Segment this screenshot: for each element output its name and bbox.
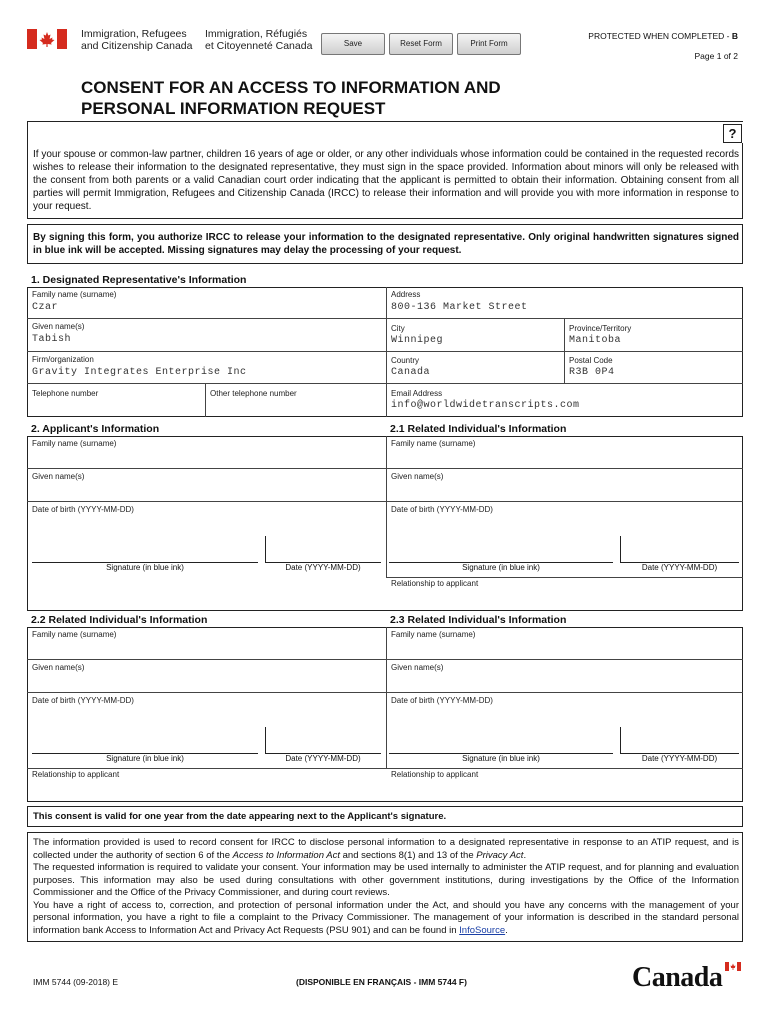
rel21-given-field[interactable] [387,469,743,502]
reset-form-button[interactable]: Reset Form [389,33,453,55]
rel22-relationship-label: Relationship to applicant [32,770,120,779]
rep-given-label: Given name(s) [32,322,85,331]
rep-address-label: Address [391,290,421,299]
rel21-family-label: Family name (surname) [391,439,476,448]
rel23-family-field[interactable] [387,627,743,660]
rel22-family-label: Family name (surname) [32,630,117,639]
applicant-given-label: Given name(s) [32,472,85,481]
applicant-family-label: Family name (surname) [32,439,117,448]
rel23-date-label: Date (YYYY-MM-DD) [641,754,718,763]
rel22-dob-label: Date of birth (YYYY-MM-DD) [32,696,134,705]
rep-country-label: Country [391,356,420,365]
privacy-p2: The requested information is required to validate your consent. Your information may be used internally to administer the ATIP request, and for planning and evaluation purposes. This information may also be used during consultations with other government institutions, during investigations by the Office of the Information Commissioner and the Office of the Privacy Commissioner, and during court reviews. [33,862,739,898]
rel22-given-field[interactable] [27,660,387,693]
rel23-relationship-field[interactable] [387,769,743,802]
protected-label [588,31,738,41]
rep-postal-cell [565,352,743,384]
rep-firm-label: Firm/organization [32,355,94,364]
rel22-relationship-field[interactable] [27,769,387,802]
rel21-dob-label: Date of birth (YYYY-MM-DD) [391,505,493,514]
french-version-note: (DISPONIBLE EN FRANÇAIS - IMM 5744 F) [296,977,467,987]
help-button[interactable]: ? [723,124,742,143]
rep-family-label: Family name (surname) [32,290,117,299]
rep-firm-field[interactable]: Gravity Integrates Enterprise Inc [32,367,247,378]
page-number: Page 1 of 2 [694,51,738,61]
rep-email-field[interactable]: info@worldwidetranscripts.com [391,400,580,411]
access-act-title: Access to Information Act [232,849,340,861]
privacy-p1-text-a: The information provided is used to record consent for IRCC to disclose personal information to a designated representative in response to an ATIP request, and is collected under the authority of section 6 of the [33,837,739,861]
rep-family-field[interactable]: Czar [32,302,59,313]
rel22-family-field[interactable] [27,627,387,660]
rep-given-field[interactable]: Tabish [32,334,72,345]
section23-title: 2.3 Related Individual's Information [390,614,567,626]
rep-postal-label: Postal Code [569,356,613,365]
rel21-family-field[interactable] [387,436,743,469]
rep-family-cell [27,287,387,319]
wordmark-flag-icon [725,962,741,971]
rel23-signature-label: Signature (in blue ink) [462,754,540,763]
rep-province-field[interactable]: Manitoba [569,335,622,346]
section21-title: 2.1 Related Individual's Information [390,423,567,435]
rep-other-tel-label: Other telephone number [210,389,297,398]
applicant-given-field[interactable] [27,469,387,502]
privacy-p3 [33,900,739,938]
form-title [81,77,501,119]
section1-title: 1. Designated Representative's Information [31,274,247,286]
rep-city-cell [387,319,565,352]
department-name-en [81,28,193,52]
intro-text: If your spouse or common-law partner, children 16 years of age or older, or any other individuals whose information could be contained in the requested records wishes to release their information to the designated representative, they must sign in the space provided. Information about minors will only be released with the consent from both parents or a valid Canadian court order indicating that the applicant is permitted to obtain their information. Obtaining consent from all parties will permit Immigration, Refugees and Citizenship Canada (IRCC) to release their information and will provide you with more information in response to your request. [33,149,739,212]
rel23-dob-label: Date of birth (YYYY-MM-DD) [391,696,493,705]
save-button[interactable]: Save [321,33,385,55]
rel21-relationship-label: Relationship to applicant [391,579,479,588]
print-form-button[interactable]: Print Form [457,33,521,55]
protected-level: B [731,31,738,41]
rep-tel-cell[interactable] [27,384,206,417]
rep-address-field[interactable]: 800-136 Market Street [391,302,528,313]
rel21-date-label: Date (YYYY-MM-DD) [641,563,718,572]
authorize-text: By signing this form, you authorize IRCC to release your information to the designated representative. Only original handwritten signatures signed in blue ink will be accepted. Missing signatures may delay the processing of your request. [33,232,739,256]
rep-email-label: Email Address [391,389,443,398]
rep-address-cell [387,287,743,319]
rep-firm-cell [27,352,387,384]
form-id: IMM 5744 (09-2018) E [33,977,119,987]
infosource-link[interactable]: InfoSource [459,924,506,936]
rep-city-label: City [391,324,405,333]
applicant-dob-label: Date of birth (YYYY-MM-DD) [32,505,134,514]
rel23-given-label: Given name(s) [391,663,444,672]
rep-given-cell [27,319,387,352]
applicant-date-label: Date (YYYY-MM-DD) [285,563,361,572]
privacy-p3-text-a: You have a right of access to, correction, and protection of personal information under the Act, and should you have any concerns with the management of your personal information, you have a right to file a complaint to the Privacy Commissioner. The management of your information is described in the standard personal information bank Access to Information Act and Privacy Act Requests (PSU 901) and can be found in [33,899,739,936]
rel21-relationship-field[interactable] [387,578,743,611]
rel23-given-field[interactable] [387,660,743,693]
rel21-signature-label: Signature (in blue ink) [462,563,540,572]
rel22-date-label: Date (YYYY-MM-DD) [285,754,361,763]
rep-country-cell [387,352,565,384]
applicant-signature-label: Signature (in blue ink) [106,563,184,572]
protected-text: PROTECTED WHEN COMPLETED - [588,31,732,41]
dept-fr-line1: Immigration, Réfugiés [205,28,308,40]
rel22-signature-label: Signature (in blue ink) [106,754,184,763]
rel21-given-label: Given name(s) [391,472,444,481]
dept-fr-line2: et Citoyenneté Canada [205,40,313,52]
rel23-family-label: Family name (surname) [391,630,476,639]
rep-other-tel-cell[interactable] [206,384,387,417]
section22-title: 2.2 Related Individual's Information [31,614,208,626]
privacy-p3-text-b: . [505,924,508,936]
rep-country-field[interactable]: Canada [391,367,431,378]
rep-email-cell [387,384,743,417]
applicant-family-field[interactable] [27,436,387,469]
dept-en-line2: and Citizenship Canada [81,40,193,52]
privacy-act-title: Privacy Act [476,849,524,861]
canada-flag-icon [27,29,67,49]
rep-postal-field[interactable]: R3B 0P4 [569,367,615,378]
privacy-p1-text-b: and sections 8(1) and 13 of the [340,849,477,861]
validity-text: This consent is valid for one year from the date appearing next to the Applicant's signature. [33,811,447,822]
privacy-p1 [33,837,739,862]
rel22-given-label: Given name(s) [32,663,85,672]
department-name-fr [205,28,312,52]
dept-en-line1: Immigration, Refugees [81,28,187,40]
privacy-p1-text-c: . [523,849,527,861]
rep-province-cell [565,319,743,352]
title-line1: CONSENT FOR AN ACCESS TO INFORMATION AND [81,78,501,97]
privacy-notice [33,837,739,937]
section2-title: 2. Applicant's Information [31,423,160,435]
canada-wordmark: Canada [632,962,723,993]
rep-tel-label: Telephone number [32,389,99,398]
rel23-relationship-label: Relationship to applicant [391,770,479,779]
rep-city-field[interactable]: Winnipeg [391,335,444,346]
title-line2: PERSONAL INFORMATION REQUEST [81,99,386,118]
rep-province-label: Province/Territory [569,324,632,333]
